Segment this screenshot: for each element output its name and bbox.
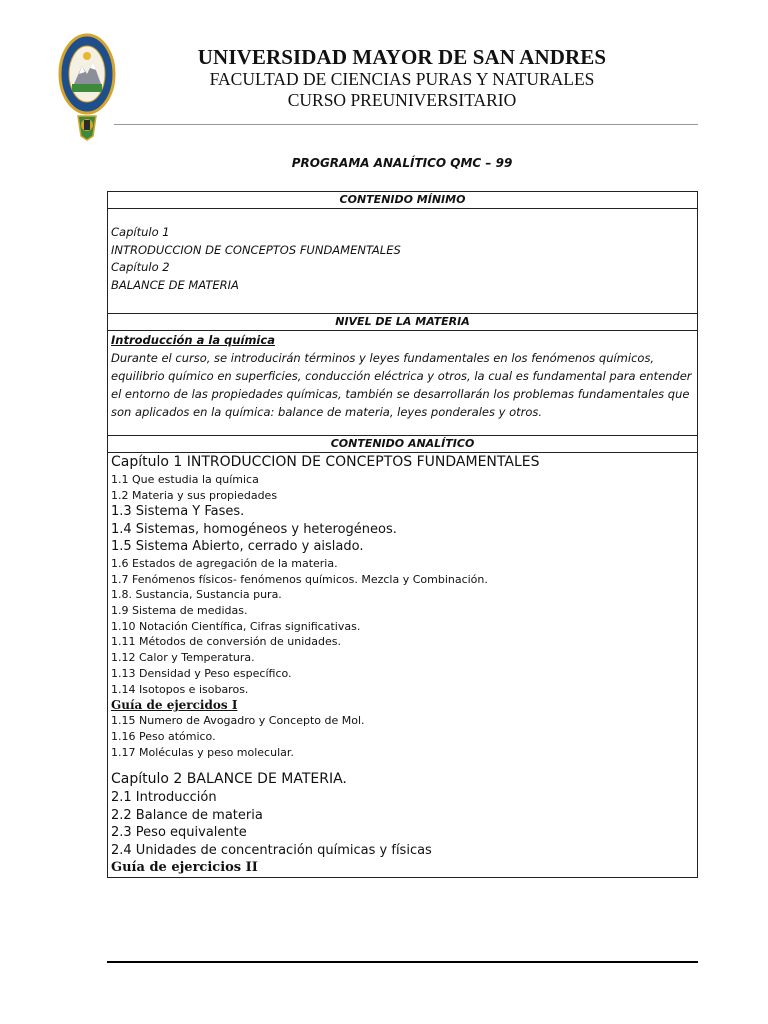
analitico-heading: CONTENIDO ANALÍTICO xyxy=(108,436,698,453)
list-item: 2.3 Peso equivalente xyxy=(111,825,247,841)
chapter-2-title: Capítulo 2 BALANCE DE MATERIA. xyxy=(111,771,347,788)
list-item: 1.11 Métodos de conversión de unidades. xyxy=(111,635,341,649)
list-item: 2.2 Balance de materia xyxy=(111,807,263,823)
list-item: 1.16 Peso atómico. xyxy=(111,729,216,743)
list-item: 1.5 Sistema Abierto, cerrado y aislado. xyxy=(111,539,364,555)
course-name: CURSO PREUNIVERSITARIO xyxy=(287,90,517,110)
footer-divider xyxy=(107,961,698,963)
list-item: 1.4 Sistemas, homogéneos y heterogéneos. xyxy=(111,521,397,537)
document-title: PROGRAMA ANALÍTICO QMC – 99 xyxy=(291,156,513,170)
list-item: 1.8. Sustancia, Sustancia pura. xyxy=(111,588,282,602)
chapter-1-title: Capítulo 1 INTRODUCCION DE CONCEPTOS FUNDAMENTALES xyxy=(111,454,540,470)
nivel-heading: NIVEL DE LA MATERIA xyxy=(108,314,698,331)
list-item: 1.2 Materia y sus propiedades xyxy=(111,488,278,502)
nivel-subheading: Introducción a la química xyxy=(111,333,275,347)
minimo-line: BALANCE DE MATERIA xyxy=(111,277,239,292)
list-item: 2.1 Introducción xyxy=(111,790,217,806)
list-item: 1.7 Fenómenos físicos- fenómenos químicos. Mezcla y Combinación. xyxy=(111,572,488,586)
list-item: 1.6 Estados de agregación de la materia. xyxy=(111,556,338,570)
faculty-name: FACULTAD DE CIENCIAS PURAS Y NATURALES xyxy=(209,69,595,89)
minimo-content xyxy=(108,209,698,314)
program-table xyxy=(107,191,698,878)
list-item: 1.15 Numero de Avogadro y Concepto de Mol. xyxy=(111,714,365,728)
minimo-line: INTRODUCCION DE CONCEPTOS FUNDAMENTALES xyxy=(111,242,401,257)
exercise-guide-2: Guía de ejercicios II xyxy=(111,860,258,876)
list-item: 1.9 Sistema de medidas. xyxy=(111,604,248,618)
exercise-guide-1: Guía de ejercidos I xyxy=(111,698,238,713)
list-item: 2.4 Unidades de concentración químicas y físicas xyxy=(111,842,432,858)
minimo-line: Capítulo 2 xyxy=(111,260,170,274)
list-item: 1.13 Densidad y Peso específico. xyxy=(111,666,292,680)
list-item: 1.10 Notación Científica, Cifras significativas. xyxy=(111,619,361,633)
header-divider xyxy=(114,124,698,125)
list-item: 1.12 Calor y Temperatura. xyxy=(111,651,255,665)
minimo-line: Capítulo 1 xyxy=(111,225,170,239)
nivel-description: Durante el curso, se introducirán términos y leyes fundamentales en los fenómenos químicos, equilibrio químico en superficies, conducción eléctrica y otros, la cual es fundamental para entender el entorno de las propiedades químicas, también se desarrollarán los problemas fundamentales que son aplicados en la química: balance de materia, leyes ponderales y otros. xyxy=(111,351,692,419)
list-item: 1.14 Isotopos e isobaros. xyxy=(111,682,249,696)
analitico-content xyxy=(108,453,698,878)
university-name: UNIVERSIDAD MAYOR DE SAN ANDRES xyxy=(197,45,607,69)
minimo-heading: CONTENIDO MÍNIMO xyxy=(108,192,698,209)
list-item: 1.17 Moléculas y peso molecular. xyxy=(111,745,294,759)
nivel-content xyxy=(108,331,698,436)
list-item: 1.1 Que estudia la química xyxy=(111,473,259,486)
list-item: 1.3 Sistema Y Fases. xyxy=(111,504,245,520)
